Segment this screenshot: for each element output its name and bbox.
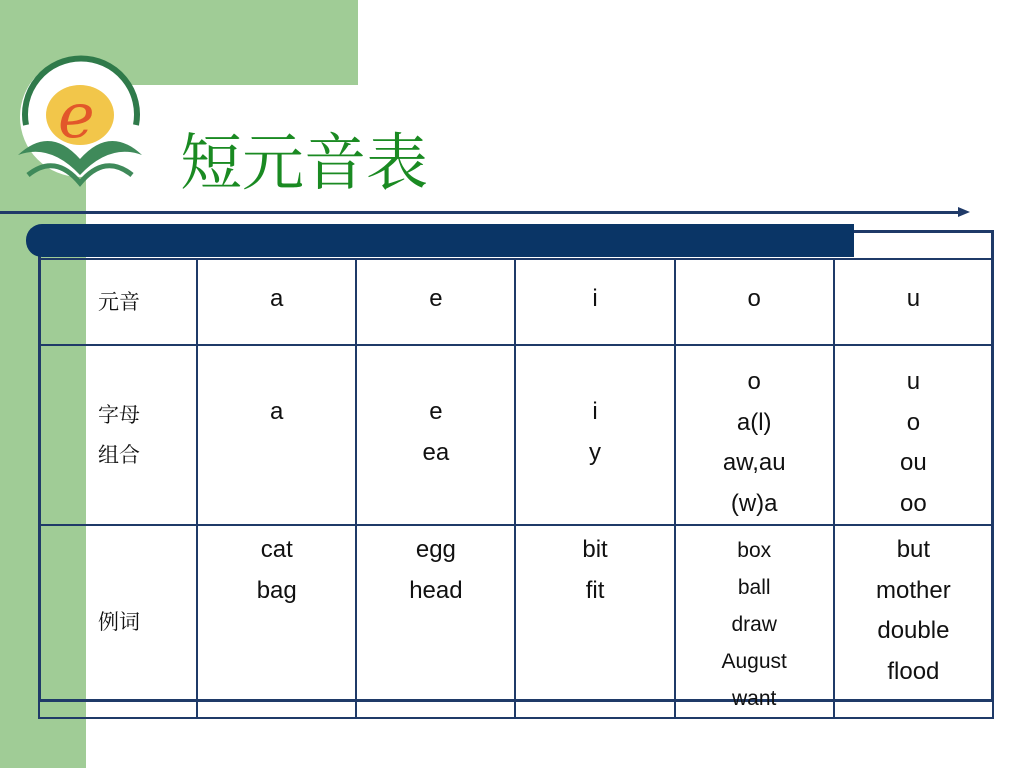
cell-text: i — [592, 398, 598, 425]
cell-text: a(l) — [736, 408, 772, 436]
e-logo-icon — [10, 55, 155, 190]
cell-text: y — [589, 438, 602, 466]
cell-a — [197, 345, 356, 525]
short-vowel-table — [38, 258, 994, 719]
cell-a — [197, 259, 356, 345]
cell-text: o — [747, 368, 761, 395]
cell-text: box — [737, 539, 772, 562]
cell-o — [675, 525, 834, 718]
cell-text: a — [270, 398, 284, 425]
table-row — [39, 345, 993, 525]
cell-text: o — [906, 408, 921, 436]
cell-text: (w)a — [730, 489, 778, 517]
cell-i — [515, 259, 674, 345]
cell-text: o — [747, 285, 761, 312]
table-row — [39, 525, 993, 718]
cell-text: i — [592, 285, 598, 312]
cell-text: a — [270, 285, 284, 312]
cell-text: but — [896, 536, 931, 563]
cell-text: e — [429, 398, 443, 425]
cell-u — [834, 525, 993, 718]
cell-o — [675, 259, 834, 345]
cell-text: egg — [415, 536, 456, 563]
cell-text: oo — [900, 489, 927, 517]
cell-i — [515, 345, 674, 525]
cell-a — [197, 525, 356, 718]
cell-text: draw — [731, 613, 777, 636]
cell-o — [675, 345, 834, 525]
navy-header-bar — [26, 224, 854, 257]
cell-text: u — [906, 368, 921, 395]
row-label: 元音 — [39, 259, 197, 345]
row-label-line: 组合 — [98, 443, 140, 467]
row-label — [39, 345, 197, 525]
cell-text: bit — [582, 536, 608, 563]
table-row — [39, 259, 993, 345]
cell-text: ball — [737, 576, 771, 599]
cell-text: cat — [260, 536, 293, 563]
underline-arrow-icon — [958, 207, 970, 217]
cell-text: August — [721, 650, 787, 673]
svg-text:e: e — [58, 79, 95, 152]
cell-text: aw,au — [722, 449, 786, 476]
cell-i — [515, 525, 674, 718]
slide-title: 短元音表 — [180, 126, 429, 199]
title-underline — [0, 211, 962, 214]
cell-e — [356, 345, 515, 525]
cell-text: ea — [422, 438, 450, 466]
cell-text: e — [429, 285, 443, 312]
cell-text: u — [906, 285, 921, 312]
cell-e — [356, 525, 515, 718]
cell-e — [356, 259, 515, 345]
cell-u — [834, 345, 993, 525]
cell-text: head — [409, 576, 463, 604]
cell-text: ou — [900, 449, 927, 476]
row-label: 例词 — [39, 525, 197, 718]
cell-text: mother — [876, 576, 951, 604]
cell-text: double — [877, 617, 950, 644]
cell-text: flood — [887, 657, 940, 685]
cell-text: want — [732, 687, 777, 710]
cell-text: fit — [585, 576, 605, 604]
cell-text: bag — [256, 576, 297, 604]
cell-u — [834, 259, 993, 345]
row-label-line: 字母 — [98, 403, 140, 427]
